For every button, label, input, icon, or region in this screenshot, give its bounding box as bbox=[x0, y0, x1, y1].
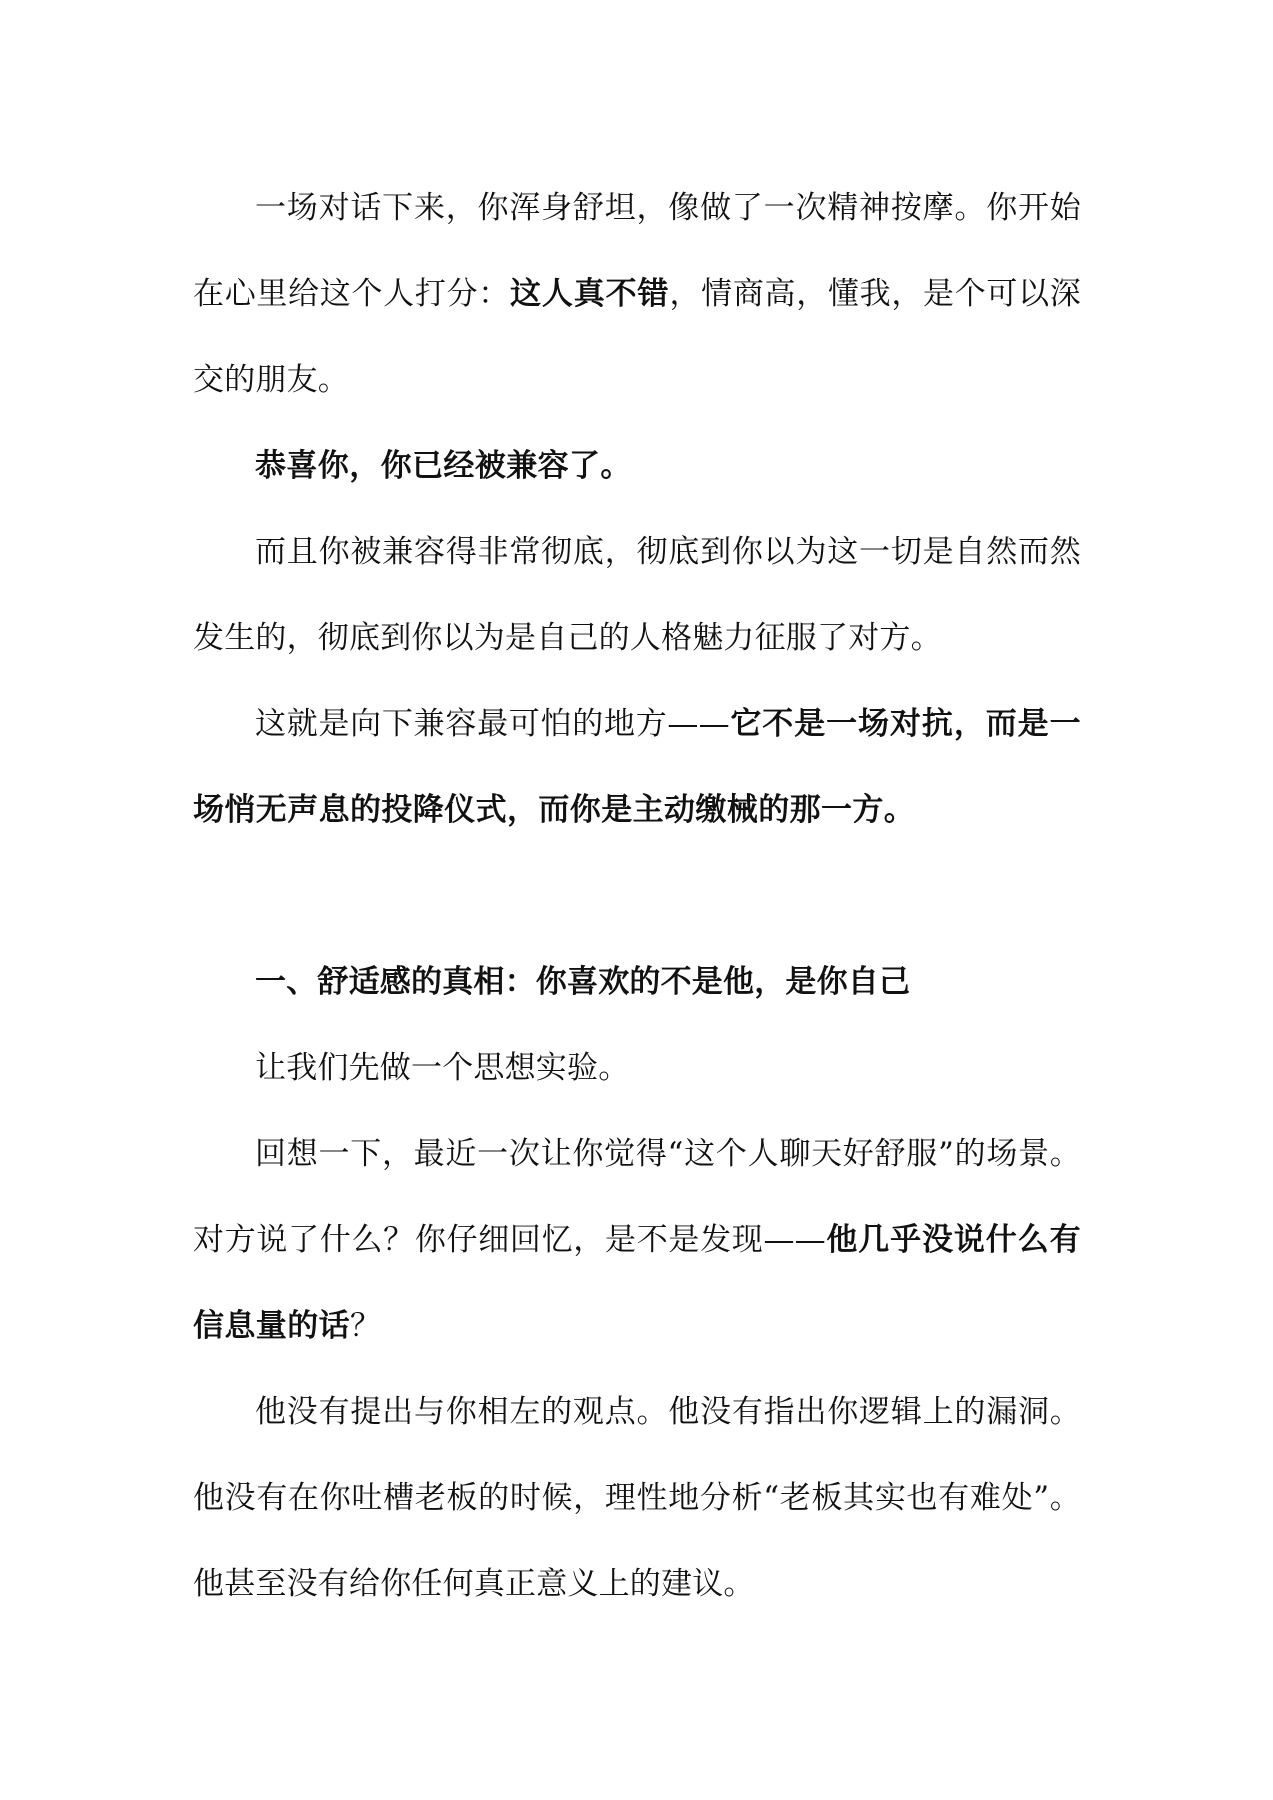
paragraph-1-emphasis: 这人真不错 bbox=[509, 276, 670, 312]
paragraph-1-text-end: ，情商高，懂我，是个可以深交的朋友。 bbox=[193, 276, 1082, 398]
paragraph-6-emphasis: 他几乎没说什么有信息量的话 bbox=[193, 1222, 1081, 1344]
paragraph-6-text: 回想一下，最近一次让你觉得“这个人聊天好舒服”的场景。对方说了什么？你仔细回忆，是不是发现—— bbox=[193, 1136, 1081, 1258]
paragraph-6 bbox=[193, 1111, 1081, 1369]
paragraph-2-emphasis: 恭喜你，你已经被兼容了。 bbox=[255, 448, 632, 484]
paragraph-3 bbox=[193, 509, 1081, 681]
paragraph-4 bbox=[193, 681, 1081, 853]
paragraph-3-text: 而且你被兼容得非常彻底，彻底到你以为这一切是自然而然发生的，彻底到你以为是自己的人格魅力征服了对方。 bbox=[193, 534, 1081, 656]
paragraph-6-text-end: ？ bbox=[350, 1308, 382, 1344]
section-heading: 一、舒适感的真相：你喜欢的不是他，是你自己 bbox=[255, 964, 911, 1000]
blank-line bbox=[193, 853, 1081, 939]
article-body bbox=[193, 165, 1081, 1627]
paragraph-4-emphasis: 它不是一场对抗，而是一场悄无声息的投降仪式，而你是主动缴械的那一方。 bbox=[193, 706, 1081, 828]
paragraph-4-text: 这就是向下兼容最可怕的地方—— bbox=[255, 706, 730, 742]
paragraph-1-text: 一场对话下来，你浑身舒坦，像做了一次精神按摩。你开始在心里给这个人打分： bbox=[193, 190, 1081, 312]
paragraph-2 bbox=[193, 423, 1081, 509]
paragraph-7-text: 他没有提出与你相左的观点。他没有指出你逻辑上的漏洞。他没有在你吐槽老板的时候，理性地分析“老板其实也有难处”。他甚至没有给你任何真正意义上的建议。 bbox=[193, 1394, 1081, 1602]
paragraph-1 bbox=[193, 165, 1081, 423]
paragraph-5-text: 让我们先做一个思想实验。 bbox=[255, 1050, 630, 1086]
paragraph-5 bbox=[193, 1025, 1081, 1111]
paragraph-7 bbox=[193, 1369, 1081, 1627]
